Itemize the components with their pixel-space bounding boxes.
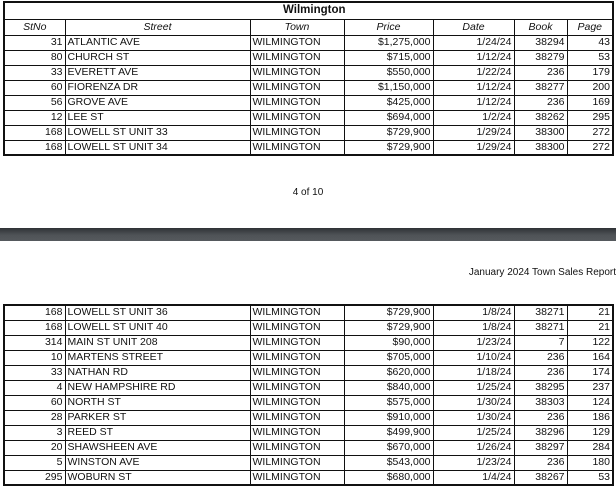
cell-stno: 295 xyxy=(4,470,65,485)
cell-stno: 168 xyxy=(4,125,65,140)
cell-date: 1/8/24 xyxy=(433,305,514,320)
cell-street: MAIN ST UNIT 208 xyxy=(65,335,250,350)
cell-date: 1/12/24 xyxy=(433,80,514,95)
column-header-row xyxy=(4,19,613,35)
cell-date: 1/8/24 xyxy=(433,320,514,335)
cell-stno: 10 xyxy=(4,350,65,365)
cell-stno: 33 xyxy=(4,365,65,380)
cell-date: 1/25/24 xyxy=(433,425,514,440)
cell-town: WILMINGTON xyxy=(250,425,344,440)
cell-book: 38297 xyxy=(514,440,567,455)
table-body xyxy=(4,35,613,155)
cell-street: LOWELL ST UNIT 36 xyxy=(65,305,250,320)
cell-street: CHURCH ST xyxy=(65,50,250,65)
cell-street: MARTENS STREET xyxy=(65,350,250,365)
cell-stno: 12 xyxy=(4,110,65,125)
cell-town: WILMINGTON xyxy=(250,470,344,485)
cell-stno: 168 xyxy=(4,140,65,155)
cell-page: 272 xyxy=(567,140,613,155)
cell-street: WOBURN ST xyxy=(65,470,250,485)
cell-page: 272 xyxy=(567,125,613,140)
cell-book: 38267 xyxy=(514,470,567,485)
table-row xyxy=(4,440,613,455)
cell-page: 169 xyxy=(567,95,613,110)
cell-date: 1/24/24 xyxy=(433,35,514,50)
table-row xyxy=(4,140,613,155)
table-row xyxy=(4,470,613,485)
page-separator xyxy=(0,228,616,241)
table-row xyxy=(4,365,613,380)
town-title-row xyxy=(4,2,613,19)
cell-date: 1/22/24 xyxy=(433,65,514,80)
table-row xyxy=(4,125,613,140)
cell-book: 236 xyxy=(514,410,567,425)
cell-book: 236 xyxy=(514,365,567,380)
cell-page: 284 xyxy=(567,440,613,455)
cell-stno: 3 xyxy=(4,425,65,440)
cell-page: 295 xyxy=(567,110,613,125)
report-header-title: January 2024 Town Sales Report xyxy=(468,267,616,278)
cell-book: 236 xyxy=(514,65,567,80)
cell-date: 1/25/24 xyxy=(433,380,514,395)
cell-stno: 314 xyxy=(4,335,65,350)
cell-price: $729,900 xyxy=(344,140,433,155)
table-row xyxy=(4,410,613,425)
town-title: Wilmington xyxy=(250,2,613,19)
cell-page: 21 xyxy=(567,320,613,335)
cell-date: 1/23/24 xyxy=(433,335,514,350)
cell-stno: 56 xyxy=(4,95,65,110)
cell-town: WILMINGTON xyxy=(250,140,344,155)
table-row xyxy=(4,35,613,50)
table-row xyxy=(4,50,613,65)
cell-book: 38277 xyxy=(514,80,567,95)
cell-street: NORTH ST xyxy=(65,395,250,410)
cell-date: 1/29/24 xyxy=(433,125,514,140)
cell-stno: 4 xyxy=(4,380,65,395)
cell-street: LOWELL ST UNIT 40 xyxy=(65,320,250,335)
cell-page: 180 xyxy=(567,455,613,470)
cell-date: 1/18/24 xyxy=(433,365,514,380)
cell-street: LOWELL ST UNIT 34 xyxy=(65,140,250,155)
table-row xyxy=(4,425,613,440)
cell-street: FIORENZA DR xyxy=(65,80,250,95)
cell-price: $729,900 xyxy=(344,305,433,320)
cell-price: $670,000 xyxy=(344,440,433,455)
col-header-street: Street xyxy=(65,19,250,35)
cell-price: $1,150,000 xyxy=(344,80,433,95)
cell-stno: 60 xyxy=(4,80,65,95)
cell-page: 53 xyxy=(567,50,613,65)
col-header-page: Page xyxy=(567,19,613,35)
cell-town: WILMINGTON xyxy=(250,410,344,425)
cell-book: 236 xyxy=(514,455,567,470)
cell-street: REED ST xyxy=(65,425,250,440)
cell-price: $1,275,000 xyxy=(344,35,433,50)
table-row xyxy=(4,320,613,335)
cell-book: 38300 xyxy=(514,125,567,140)
cell-page: 186 xyxy=(567,410,613,425)
cell-date: 1/4/24 xyxy=(433,470,514,485)
cell-book: 38271 xyxy=(514,320,567,335)
table-row xyxy=(4,395,613,410)
cell-price: $550,000 xyxy=(344,65,433,80)
cell-street: GROVE AVE xyxy=(65,95,250,110)
cell-street: PARKER ST xyxy=(65,410,250,425)
cell-page: 124 xyxy=(567,395,613,410)
cell-town: WILMINGTON xyxy=(250,380,344,395)
cell-stno: 31 xyxy=(4,35,65,50)
cell-book: 38271 xyxy=(514,305,567,320)
col-header-town: Town xyxy=(250,19,344,35)
cell-date: 1/23/24 xyxy=(433,455,514,470)
cell-date: 1/2/24 xyxy=(433,110,514,125)
table-row xyxy=(4,350,613,365)
cell-town: WILMINGTON xyxy=(250,455,344,470)
cell-town: WILMINGTON xyxy=(250,365,344,380)
cell-book: 236 xyxy=(514,95,567,110)
cell-town: WILMINGTON xyxy=(250,320,344,335)
cell-town: WILMINGTON xyxy=(250,65,344,80)
col-header-book: Book xyxy=(514,19,567,35)
cell-page: 129 xyxy=(567,425,613,440)
cell-date: 1/12/24 xyxy=(433,50,514,65)
cell-book: 38279 xyxy=(514,50,567,65)
cell-stno: 60 xyxy=(4,395,65,410)
table-row xyxy=(4,455,613,470)
cell-date: 1/30/24 xyxy=(433,395,514,410)
cell-date: 1/29/24 xyxy=(433,140,514,155)
cell-stno: 5 xyxy=(4,455,65,470)
cell-page: 122 xyxy=(567,335,613,350)
cell-page: 200 xyxy=(567,80,613,95)
cell-price: $840,000 xyxy=(344,380,433,395)
cell-street: LOWELL ST UNIT 33 xyxy=(65,125,250,140)
sales-table-page-5 xyxy=(3,304,614,486)
cell-book: 38294 xyxy=(514,35,567,50)
cell-town: WILMINGTON xyxy=(250,305,344,320)
table-row xyxy=(4,305,613,320)
col-header-stno: StNo xyxy=(4,19,65,35)
cell-stno: 33 xyxy=(4,65,65,80)
cell-date: 1/10/24 xyxy=(433,350,514,365)
col-header-price: Price xyxy=(344,19,433,35)
cell-book: 236 xyxy=(514,350,567,365)
cell-price: $715,000 xyxy=(344,50,433,65)
cell-town: WILMINGTON xyxy=(250,350,344,365)
cell-price: $575,000 xyxy=(344,395,433,410)
cell-street: EVERETT AVE xyxy=(65,65,250,80)
table-row xyxy=(4,110,613,125)
cell-street: NATHAN RD xyxy=(65,365,250,380)
cell-price: $680,000 xyxy=(344,470,433,485)
cell-book: 38300 xyxy=(514,140,567,155)
cell-book: 38296 xyxy=(514,425,567,440)
col-header-date: Date xyxy=(433,19,514,35)
cell-page: 43 xyxy=(567,35,613,50)
cell-town: WILMINGTON xyxy=(250,95,344,110)
cell-price: $425,000 xyxy=(344,95,433,110)
cell-page: 53 xyxy=(567,470,613,485)
cell-page: 164 xyxy=(567,350,613,365)
cell-town: WILMINGTON xyxy=(250,440,344,455)
cell-price: $543,000 xyxy=(344,455,433,470)
cell-price: $620,000 xyxy=(344,365,433,380)
cell-price: $90,000 xyxy=(344,335,433,350)
cell-book: 38262 xyxy=(514,110,567,125)
cell-price: $729,900 xyxy=(344,320,433,335)
table-body xyxy=(4,305,613,485)
cell-book: 7 xyxy=(514,335,567,350)
cell-page: 179 xyxy=(567,65,613,80)
cell-street: NEW HAMPSHIRE RD xyxy=(65,380,250,395)
cell-stno: 80 xyxy=(4,50,65,65)
cell-town: WILMINGTON xyxy=(250,80,344,95)
cell-town: WILMINGTON xyxy=(250,395,344,410)
table-row xyxy=(4,335,613,350)
cell-book: 38295 xyxy=(514,380,567,395)
table-row xyxy=(4,380,613,395)
title-blank-cell xyxy=(4,2,250,19)
cell-street: LEE ST xyxy=(65,110,250,125)
page-indicator: 4 of 10 xyxy=(292,187,324,198)
cell-street: WINSTON AVE xyxy=(65,455,250,470)
cell-page: 237 xyxy=(567,380,613,395)
cell-town: WILMINGTON xyxy=(250,125,344,140)
cell-price: $499,900 xyxy=(344,425,433,440)
cell-stno: 168 xyxy=(4,305,65,320)
cell-stno: 20 xyxy=(4,440,65,455)
cell-price: $694,000 xyxy=(344,110,433,125)
sales-table-page-4 xyxy=(3,1,614,156)
cell-town: WILMINGTON xyxy=(250,35,344,50)
cell-price: $729,900 xyxy=(344,125,433,140)
cell-street: SHAWSHEEN AVE xyxy=(65,440,250,455)
cell-street: ATLANTIC AVE xyxy=(65,35,250,50)
cell-date: 1/12/24 xyxy=(433,95,514,110)
cell-town: WILMINGTON xyxy=(250,110,344,125)
table-row xyxy=(4,80,613,95)
cell-date: 1/30/24 xyxy=(433,410,514,425)
cell-town: WILMINGTON xyxy=(250,335,344,350)
cell-price: $705,000 xyxy=(344,350,433,365)
cell-book: 38303 xyxy=(514,395,567,410)
cell-price: $910,000 xyxy=(344,410,433,425)
cell-page: 21 xyxy=(567,305,613,320)
cell-page: 174 xyxy=(567,365,613,380)
table-row xyxy=(4,95,613,110)
cell-stno: 28 xyxy=(4,410,65,425)
table-row xyxy=(4,65,613,80)
cell-town: WILMINGTON xyxy=(250,50,344,65)
cell-stno: 168 xyxy=(4,320,65,335)
cell-date: 1/26/24 xyxy=(433,440,514,455)
